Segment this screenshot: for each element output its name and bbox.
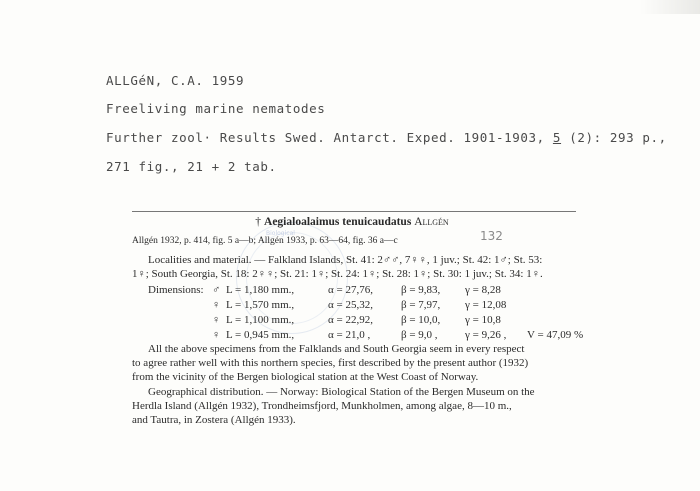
beta-value: β = 9,83, (401, 283, 441, 296)
gamma-value: γ = 9,26 , (465, 328, 507, 341)
species-name: Aegialoalaimus tenuicaudatus (264, 216, 412, 228)
distribution-line-2: Herdla Island (Allgén 1932), Trondheimsfjord, Munkholmen, among algae, 8—10 m., (132, 400, 512, 412)
beta-value: β = 9,0 , (401, 328, 438, 341)
remarks-line-1: All the above specimens from the Falklands and South Georgia seem in every respect (148, 343, 525, 355)
card-corner (640, 0, 700, 14)
sex-symbol: ♀ (212, 298, 221, 311)
sex-symbol: ♂ (212, 283, 221, 296)
dimensions-table (212, 282, 583, 342)
distribution-line-1: Geographical distribution. — Norway: Biological Station of the Bergen Museum on the (148, 386, 535, 398)
vulva-value (527, 282, 583, 297)
sex-symbol: ♀ (212, 313, 221, 326)
alpha-value: α = 21,0 , (328, 328, 371, 341)
handwritten-number: 132 (480, 229, 503, 243)
remarks-line-2: to agree rather well with this northern species, first described by the present author (1932) (132, 357, 529, 369)
species-references: Allgén 1932, p. 414, fig. 5 a—b; Allgén 1933, p. 63—64, fig. 36 a—c (132, 236, 398, 246)
localities-line-1: Localities and material. — Falkland Islands, St. 41: 2♂♂, 7♀♀, 1 juv.; St. 42: 1♂; St. 53: (148, 254, 543, 266)
beta-value: β = 10,0, (401, 313, 441, 326)
dimension-row (212, 312, 583, 327)
species-heading (132, 216, 572, 228)
length-value: L = 0,945 mm., (226, 328, 295, 341)
dimension-row (212, 282, 583, 297)
clipping-top-rule (132, 211, 576, 212)
vulva-value (527, 297, 583, 312)
alpha-value: α = 22,92, (328, 313, 373, 326)
ref-suffix: (2): 293 p., (561, 130, 667, 145)
ref-volume: 5 (552, 130, 562, 145)
gamma-value: γ = 8,28 (465, 283, 501, 296)
remarks-line-3: from the vicinity of the Bergen biological station at the West Coast of Norway. (132, 371, 479, 383)
gamma-value: γ = 12,08 (465, 298, 507, 311)
reference-line-2: 271 fig., 21 + 2 tab. (106, 159, 277, 174)
reference-line (106, 130, 667, 145)
dimension-row (212, 327, 583, 342)
species-author: Allgén (414, 216, 449, 228)
title-line: Freeliving marine nematodes (106, 101, 326, 116)
dimension-row (212, 297, 583, 312)
gamma-value: γ = 10,8 (465, 313, 501, 326)
localities-line-2: 1♀; South Georgia, St. 18: 2♀♀; St. 21: 1♀; St. 24: 1♀; St. 28: 1♀; St. 30: 1 juv.; St. 34: 1♀. (132, 268, 543, 280)
stamp-text: Biological (266, 230, 295, 237)
alpha-value: α = 25,32, (328, 298, 373, 311)
ref-prefix: Further zool· Results Swed. Antarct. Exped. 1901-1903, (106, 130, 553, 145)
beta-value: β = 7,97, (401, 298, 441, 311)
vulva-value (527, 312, 583, 327)
sex-symbol: ♀ (212, 328, 221, 341)
author-line: ALLGéN, C.A. 1959 (106, 73, 245, 88)
dimensions-label: Dimensions: (148, 284, 204, 296)
length-value: L = 1,570 mm., (226, 298, 295, 311)
length-value: L = 1,100 mm., (226, 313, 295, 326)
vulva-value: V = 47,09 % (527, 328, 584, 341)
distribution-line-3: and Tautra, in Zostera (Allgén 1933). (132, 414, 296, 426)
alpha-value: α = 27,76, (328, 283, 373, 296)
length-value: L = 1,180 mm., (226, 283, 295, 296)
dagger-symbol: † (255, 216, 262, 228)
